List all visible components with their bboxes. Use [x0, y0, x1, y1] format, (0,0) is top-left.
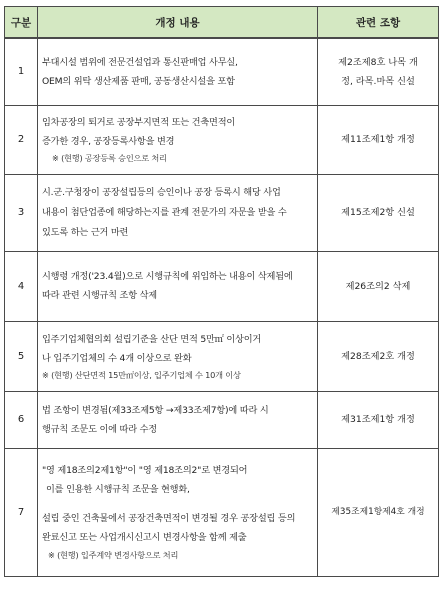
content-line: 시행령 개정('23.4월)으로 시행규칙에 위임하는 내용이 삭제됨에: [42, 271, 293, 282]
row-clause: [318, 38, 439, 105]
content-line: 임차공장의 퇴거로 공장부지면적 또는 건축면적이: [42, 117, 236, 128]
spacer: [42, 499, 314, 509]
row-number: 2: [5, 105, 38, 174]
row-number: 6: [5, 391, 38, 448]
row-content: [38, 38, 318, 105]
content-line: 증가한 경우, 공장등록사항을 변경: [42, 136, 175, 147]
row-number: 4: [5, 251, 38, 321]
row-clause: [318, 251, 439, 321]
current-note: ※ (현행) 입주계약 변경사항으로 처리: [48, 549, 179, 560]
header-category: 구분: [5, 7, 38, 39]
table-row: [5, 174, 439, 251]
row-clause: [318, 448, 439, 576]
row-clause: [318, 391, 439, 448]
content-line: 완료신고 또는 사업개시신고시 변경사항을 함께 제출: [42, 531, 247, 543]
row-content: [38, 391, 318, 448]
header-clause: 관련 조항: [318, 7, 439, 39]
table-row: [5, 321, 439, 391]
clause-line: 정, 라목.마목 신설: [341, 75, 415, 87]
clause-line: 제35조제1항제4호 개정: [331, 506, 425, 517]
table-row: [5, 38, 439, 105]
row-content: [38, 448, 318, 576]
header-row: [5, 7, 439, 39]
content-line: 입주기업체협의회 설립기준을 산단 면적 5만㎡ 이상이거: [42, 333, 262, 345]
clause-line: 제31조제1항 개정: [341, 414, 415, 425]
content-line: 법 조항이 변경됨(제33조제5항 →제33조제7항)에 따라 시: [42, 404, 269, 416]
row-content: [38, 105, 318, 174]
row-clause: [318, 321, 439, 391]
table-row: [5, 391, 439, 448]
table-row: [5, 105, 439, 174]
current-note: ※ (현행) 공장등록 승인으로 처리: [52, 153, 167, 163]
clause-line: 제11조제1항 개정: [341, 134, 415, 145]
clause-line: 제2조제8호 나목 개: [338, 56, 418, 68]
content-line: OEM의 위탁 생산제품 판매, 공동생산시설을 포함: [42, 75, 235, 87]
content-line: 있도록 하는 근거 마련: [42, 226, 129, 238]
content-line: 나 입주기업체의 수 4개 이상으로 완화: [42, 352, 192, 364]
clause-line: 제28조제2호 개정: [341, 350, 415, 362]
row-number: 5: [5, 321, 38, 391]
content-line: 행규칙 조문도 이에 따라 수정: [42, 423, 157, 435]
clause-line: 제26조의2 삭제: [345, 280, 411, 292]
row-clause: [318, 105, 439, 174]
header-content: 개정 내용: [38, 7, 318, 39]
content-line: 시.군.구청장이 공장설립등의 승인이나 공장 등록시 해당 사업: [42, 186, 281, 198]
table-row: [5, 251, 439, 321]
content-line: 내용이 첨단업종에 해당하는지를 관계 전문가의 자문을 받을 수: [42, 206, 287, 218]
row-number: 1: [5, 38, 38, 105]
amendment-table: [4, 6, 439, 577]
row-number: 7: [5, 448, 38, 576]
clause-line: 제15조제2항 신설: [341, 207, 415, 218]
row-content: [38, 174, 318, 251]
row-content: [38, 251, 318, 321]
row-content: [38, 321, 318, 391]
content-line: 부대시설 범위에 전문건설업과 통신판매업 사무실,: [42, 56, 238, 68]
table-row: [5, 448, 439, 576]
content-line: "영 제18조의2제1항"이 "영 제18조의2"로 변경되어: [42, 464, 248, 476]
row-clause: [318, 174, 439, 251]
content-line: 따라 관련 시행규칙 조항 삭제: [42, 290, 157, 301]
current-note: ※ (현행) 산단면적 15만㎡이상, 입주기업체 수 10개 이상: [42, 369, 241, 380]
content-line: 설립 중인 건축물에서 공장건축면적이 변경될 경우 공장설립 등의: [42, 512, 296, 524]
content-line: 이를 인용한 시행규칙 조문을 현행화,: [46, 483, 190, 495]
row-number: 3: [5, 174, 38, 251]
